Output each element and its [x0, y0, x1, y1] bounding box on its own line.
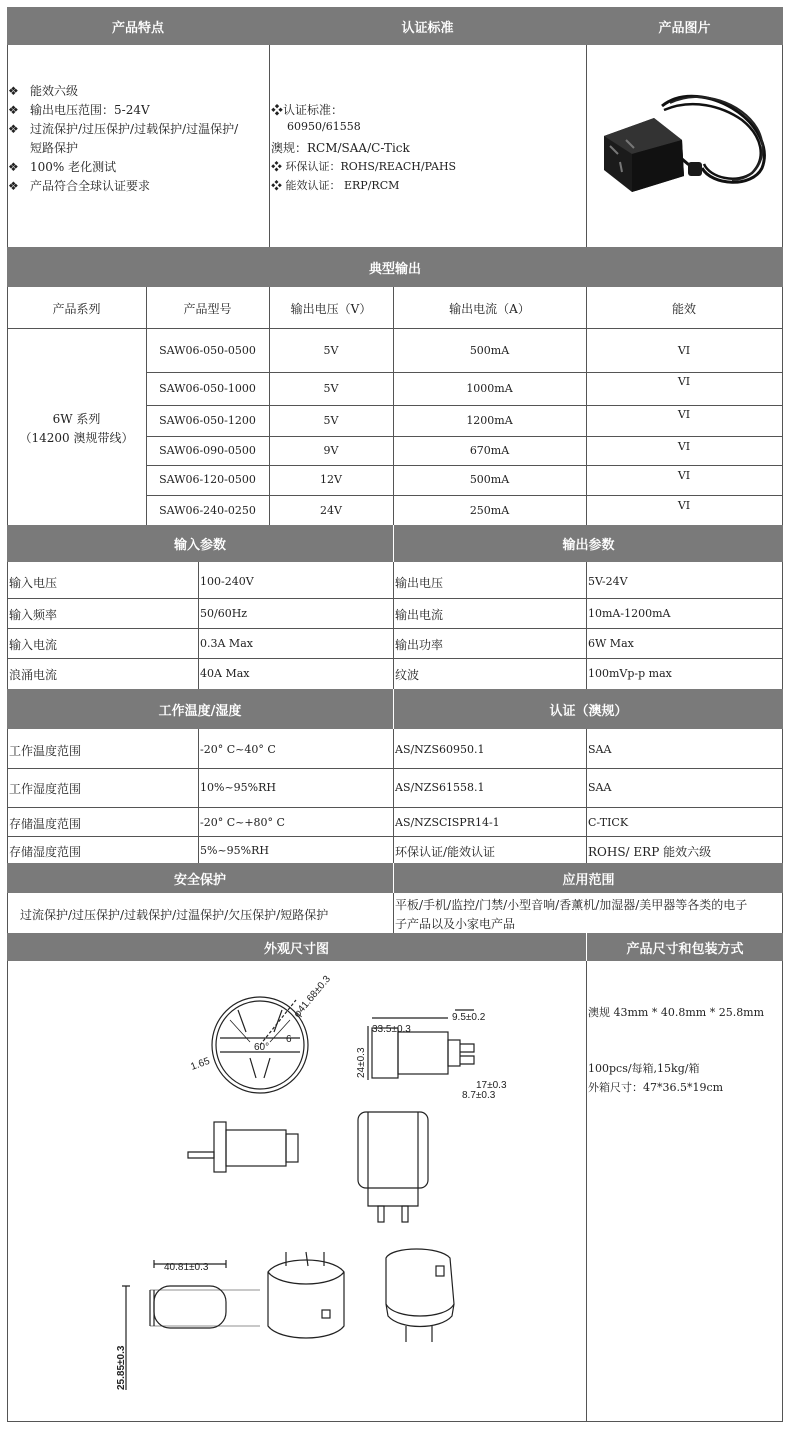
svg-text:60°: 60°: [254, 1042, 270, 1053]
col-header-series: 产品系列: [52, 302, 101, 316]
svg-text:17±0.3: 17±0.3: [476, 1080, 507, 1091]
svg-text:1.65: 1.65: [189, 1055, 212, 1073]
typical-output-header: 典型输出: [7, 247, 783, 287]
svg-text:φ41.68±0.3: φ41.68±0.3: [291, 973, 334, 1020]
svg-text:24±0.3: 24±0.3: [356, 1047, 367, 1078]
feature-item: ❖ 产品符合全球认证要求: [8, 179, 151, 193]
output-params-header: 输出参数: [393, 525, 783, 562]
applications-line2: 子产品以及小家电产品: [395, 917, 516, 931]
carton-size-text: 外箱尺寸：47*36.5*19cm: [588, 1081, 724, 1094]
cert-au-header: 认证（澳规）: [393, 689, 783, 729]
svg-text:6: 6: [286, 1034, 292, 1045]
certification-header: 认证标准: [269, 7, 586, 45]
safety-text: 过流保护/过压保护/过载保护/过温保护/欠压保护/短路保护: [20, 908, 329, 922]
feature-item: ❖ 能效六级: [8, 84, 79, 98]
feature-item: ❖ 100% 老化测试: [8, 160, 117, 174]
packing-text: 100pcs/每箱,15kg/箱: [588, 1062, 700, 1075]
svg-text:40.81±0.3: 40.81±0.3: [164, 1262, 209, 1273]
dimensions-header: 外观尺寸图: [7, 933, 586, 961]
applications-line1: 平板/手机/监控/门禁/小型音响/香薰机/加湿器/美甲器等各类的电子: [395, 898, 748, 912]
series-note: （14200 澳规带线）: [19, 431, 134, 445]
col-header-efficiency: 能效: [671, 302, 696, 316]
work-temp-header: 工作温度/湿度: [7, 689, 393, 729]
col-header-voltage: 输出电压（V）: [290, 302, 372, 316]
product-photo: [592, 88, 777, 203]
svg-text:8.7±0.3: 8.7±0.3: [462, 1090, 496, 1101]
dimension-drawing: [110, 970, 580, 1418]
feature-item: 短路保护: [30, 141, 79, 155]
applications-header: 应用范围: [393, 863, 783, 893]
col-header-current: 输出电流（A）: [449, 302, 530, 316]
svg-text:25.85±0.3: 25.85±0.3: [116, 1345, 127, 1390]
size-text: 澳规 43mm * 40.8mm * 25.8mm: [588, 1006, 765, 1019]
col-header-model: 产品型号: [183, 302, 232, 316]
input-params-header: 输入参数: [7, 525, 393, 562]
series-name: 6W 系列: [52, 412, 101, 426]
feature-item: ❖ 输出电压范围：5-24V: [8, 103, 150, 117]
feature-item: ❖ 过流保护/过压保护/过载保护/过温保护/: [8, 122, 239, 136]
product-image-header: 产品图片: [586, 7, 783, 45]
size-packaging-header: 产品尺寸和包装方式: [586, 933, 783, 961]
svg-text:9.5±0.2: 9.5±0.2: [452, 1012, 486, 1023]
safety-header: 安全保护: [7, 863, 393, 893]
svg-text:33.5±0.3: 33.5±0.3: [372, 1024, 411, 1035]
features-header: 产品特点: [7, 7, 269, 45]
